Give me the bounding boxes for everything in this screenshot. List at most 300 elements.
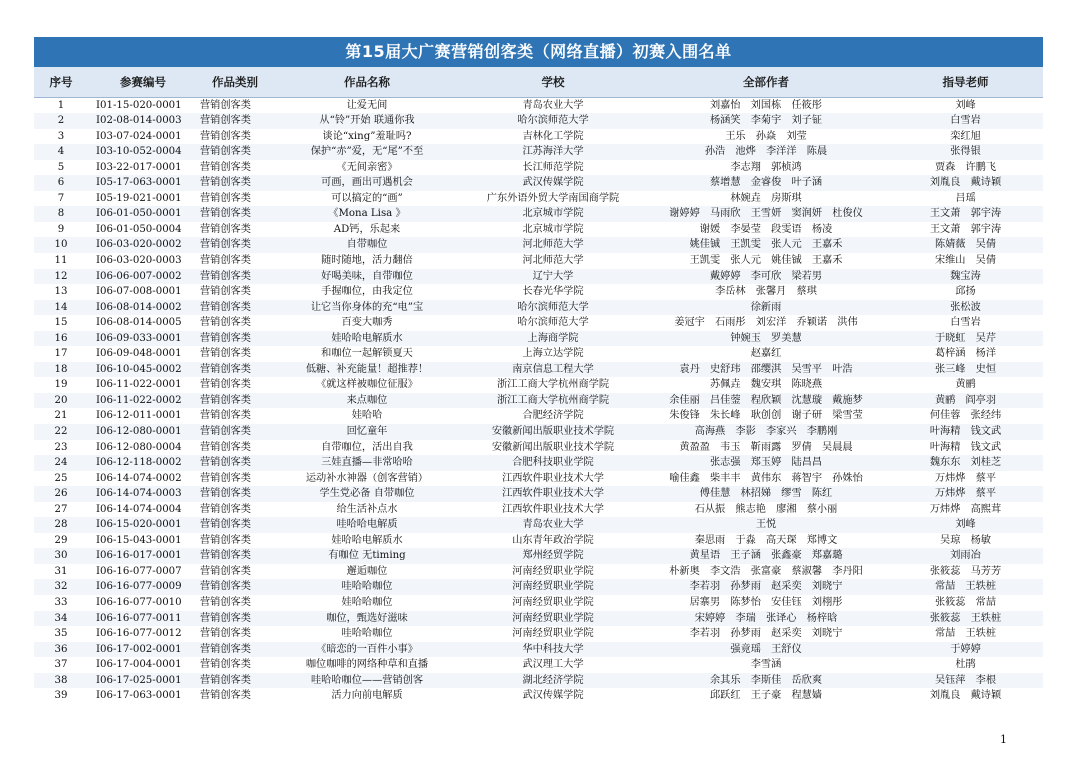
cell-index: 31: [54, 565, 68, 577]
cell-entry-code: I06-17-025-0001: [96, 674, 182, 686]
cell-entry-code: I06-11-022-0001: [96, 379, 182, 391]
cell-work-title: 运动补水神器（创客营销）: [305, 472, 429, 484]
cell-work-title: 哇哈哈咖位: [341, 581, 393, 593]
cell-school: 合肥经济学院: [522, 410, 584, 422]
cell-authors: 李雪涵: [750, 659, 782, 671]
cell-authors: 余佳丽 吕佳蓥 程欣颖 沈慧璇 戴施梦: [669, 394, 863, 406]
cell-authors: 钟婉玉 罗美慧: [730, 332, 802, 344]
cell-entry-code: I06-17-002-0001: [96, 643, 182, 655]
cell-advisors: 魏宝涛: [950, 270, 981, 282]
cell-authors: 徐新雨: [750, 301, 782, 313]
cell-entry-code: I06-07-008-0001: [96, 286, 182, 298]
cell-category: 营销创客类: [200, 394, 251, 406]
cell-entry-code: I05-17-063-0001: [96, 177, 182, 189]
cell-category: 营销创客类: [200, 130, 251, 142]
cell-index: 16: [54, 332, 68, 344]
cell-advisors: 刘胤良 戴诗颖: [929, 177, 1002, 189]
cell-work-title: 可画，画出可遇机会: [321, 177, 413, 189]
cell-index: 5: [57, 161, 65, 173]
cell-entry-code: I06-12-080-0001: [96, 425, 182, 437]
cell-authors: 李岳林 张馨月 蔡琪: [715, 286, 817, 298]
table-row: [34, 440, 1043, 456]
cell-index: 6: [57, 177, 65, 189]
cell-category: 营销创客类: [200, 441, 251, 453]
cell-school: 浙江工商大学杭州商学院: [496, 379, 610, 391]
cell-advisors: 吴琼 杨敏: [940, 534, 991, 546]
cell-work-title: 三娃直播—非常哈哈: [321, 457, 413, 469]
table-row: [34, 362, 1043, 378]
cell-category: 营销创客类: [200, 161, 251, 173]
cell-category: 营销创客类: [200, 674, 251, 686]
cell-authors: 朱俊锋 朱长峰 耿创创 谢子研 梁雪莹: [669, 410, 863, 422]
cell-advisors: 刘峰: [955, 519, 976, 531]
cell-school: 江西软件职业技术大学: [502, 472, 604, 484]
cell-index: 8: [57, 208, 65, 220]
cell-school: 湖北经济学院: [522, 674, 584, 686]
table-row: [34, 502, 1043, 518]
cell-school: 南京信息工程大学: [512, 363, 594, 375]
cell-entry-code: I06-15-043-0001: [96, 534, 182, 546]
cell-work-title: 让爱无间: [346, 99, 388, 111]
cell-category: 营销创客类: [200, 410, 251, 422]
cell-index: 34: [54, 612, 68, 624]
cell-authors: 赵嘉红: [750, 348, 782, 360]
table-row: [34, 331, 1043, 347]
cell-school: 安徽新闻出版职业技术学院: [491, 425, 615, 437]
cell-school: 浙江工商大学杭州商学院: [496, 394, 610, 406]
cell-index: 23: [54, 441, 68, 453]
cell-work-title: 给生活补点水: [336, 503, 398, 515]
table-row: [34, 408, 1043, 424]
table-row: [34, 237, 1043, 253]
cell-work-title: 随时随地，活力翻倍: [321, 254, 413, 266]
cell-work-title: 娃哈哈: [351, 410, 383, 422]
table-body: [34, 97, 1043, 704]
header-index: 序号: [34, 67, 88, 97]
cell-category: 营销创客类: [200, 115, 251, 127]
cell-index: 29: [54, 534, 68, 546]
cell-advisors: 邱扬: [955, 286, 976, 298]
cell-category: 营销创客类: [200, 597, 251, 608]
cell-authors: 傅佳慧 林招娣 缪雪 陈红: [699, 488, 833, 500]
cell-work-title: AD钙，乐起来: [333, 223, 401, 235]
cell-category: 营销创客类: [200, 317, 251, 329]
cell-work-title: 好喝美味，自带咖位: [321, 270, 413, 282]
cell-school: 河北师范大学: [522, 239, 584, 251]
cell-school: 郑州经贸学院: [522, 550, 584, 562]
cell-entry-code: I06-08-014-0005: [96, 317, 182, 329]
table-row: [34, 673, 1043, 689]
cell-entry-code: I06-16-077-0009: [96, 581, 182, 593]
cell-index: 19: [54, 379, 68, 391]
cell-advisors: 张筱蕊 常喆: [934, 597, 997, 608]
cell-advisors: 何佳蓉 张经纬: [929, 410, 1002, 422]
table-row: [34, 346, 1043, 362]
cell-school: 广东外语外贸大学南国商学院: [486, 192, 620, 204]
cell-authors: 刘嘉怡 刘国栋 任筱彤: [709, 99, 823, 111]
cell-category: 营销创客类: [200, 208, 251, 220]
cell-entry-code: I06-09-033-0001: [96, 332, 182, 344]
cell-category: 营销创客类: [200, 565, 251, 577]
cell-advisors: 叶海精 钱文武: [929, 441, 1002, 453]
cell-work-title: 回忆童年: [346, 425, 388, 437]
cell-advisors: 张筱蕊 马芳芳: [929, 565, 1002, 577]
cell-index: 4: [57, 146, 65, 158]
roster-table: [34, 67, 1043, 704]
cell-authors: 黄星语 王子涵 张鑫豪 郑嘉璐: [689, 550, 843, 562]
cell-authors: 邱跃红 王子豪 程慧嫱: [709, 690, 823, 702]
cell-entry-code: I05-19-021-0001: [96, 192, 182, 204]
cell-index: 10: [54, 239, 68, 251]
cell-advisors: 于婷婷: [950, 643, 981, 655]
cell-index: 18: [54, 363, 68, 375]
cell-school: 哈尔滨师范大学: [517, 301, 589, 313]
cell-school: 江苏海洋大学: [522, 146, 584, 158]
cell-authors: 宋婷婷 李瑞 张译心 杨梓晗: [694, 612, 838, 624]
header-entry-code: 参赛编号: [88, 67, 198, 97]
cell-school: 青岛农业大学: [522, 99, 584, 111]
cell-advisors: 常喆 王轶桩: [934, 628, 997, 640]
cell-category: 营销创客类: [200, 659, 251, 671]
cell-index: 26: [54, 488, 68, 500]
table-row: [34, 611, 1043, 627]
cell-school: 辽宁大学: [532, 270, 574, 282]
cell-authors: 李志翔 郭桢鸿: [730, 161, 802, 173]
table-row: [34, 175, 1043, 191]
cell-entry-code: I06-08-014-0002: [96, 301, 182, 313]
cell-category: 营销创客类: [200, 177, 251, 189]
table-row: [34, 424, 1043, 440]
cell-school: 河北师范大学: [522, 254, 584, 266]
cell-school: 河南经贸职业学院: [512, 597, 594, 608]
cell-advisors: 吕瑶: [955, 192, 976, 204]
cell-advisors: 张筱蕊 王轶桩: [929, 612, 1002, 624]
cell-school: 上海商学院: [527, 332, 579, 344]
cell-entry-code: I06-09-048-0001: [96, 348, 182, 360]
cell-work-title: 咖位咖啡的网络种草和直播: [305, 659, 429, 671]
cell-advisors: 王文萧 郭宇涛: [929, 208, 1002, 220]
cell-index: 3: [57, 130, 65, 142]
cell-advisors: 张得银: [950, 146, 981, 158]
table-row: [34, 579, 1043, 595]
cell-school: 华中科技大学: [522, 643, 584, 655]
table-row: [34, 688, 1043, 704]
table-row: [34, 595, 1043, 611]
cell-category: 营销创客类: [200, 192, 251, 204]
cell-authors: 林婉垚 房斯琪: [730, 192, 802, 204]
cell-authors: 李若羽 孙梦雨 赵采奕 刘晓宁: [689, 581, 843, 593]
cell-index: 15: [54, 317, 68, 329]
cell-index: 25: [54, 472, 68, 484]
cell-index: 13: [54, 286, 68, 298]
cell-authors: 姚佳铖 王凯雯 张人元 王嘉禾: [689, 239, 843, 251]
cell-category: 营销创客类: [200, 628, 251, 640]
cell-index: 36: [54, 643, 68, 655]
cell-school: 武汉传媒学院: [522, 177, 584, 189]
cell-work-title: 哇哈哈电解质: [336, 519, 398, 531]
cell-work-title: 娃哈哈电解质水: [331, 332, 403, 344]
cell-work-title: 活力向前电解质: [331, 690, 403, 702]
cell-category: 营销创客类: [200, 472, 251, 484]
cell-authors: 高海燕 李影 李家兴 李鹏刚: [694, 425, 838, 437]
cell-authors: 强竟瑶 王舒仪: [730, 643, 802, 655]
cell-index: 28: [54, 519, 68, 531]
cell-authors: 谢媛 李晏莹 段雯语 杨凌: [699, 223, 833, 235]
table-row: [34, 253, 1043, 269]
table-row: [34, 626, 1043, 642]
cell-advisors: 刘胤良 戴诗颖: [929, 690, 1002, 702]
cell-work-title: 《Mona Lisa 》: [328, 208, 406, 220]
cell-school: 安徽新闻出版职业技术学院: [491, 441, 615, 453]
cell-authors: 孙浩 池烨 李洋洋 陈晨: [704, 146, 828, 158]
cell-work-title: 从“铃”开始 联通你我: [319, 115, 415, 127]
cell-entry-code: I06-17-004-0001: [96, 659, 182, 671]
table-row: [34, 455, 1043, 471]
cell-work-title: 咖位，甄选好滋味: [326, 612, 408, 624]
cell-entry-code: I02-08-014-0003: [96, 115, 182, 127]
cell-authors: 居寨男 陈梦怡 安佳钰 刘栩彤: [689, 597, 843, 608]
cell-entry-code: I06-12-118-0002: [96, 457, 182, 469]
cell-category: 营销创客类: [200, 146, 251, 158]
cell-entry-code: I06-15-020-0001: [96, 519, 182, 531]
cell-work-title: 邂逅咖位: [346, 565, 388, 577]
cell-school: 河南经贸职业学院: [512, 581, 594, 593]
cell-entry-code: I06-11-022-0002: [96, 394, 182, 406]
cell-entry-code: I06-12-011-0001: [96, 410, 182, 422]
cell-entry-code: I06-06-007-0002: [96, 270, 182, 282]
cell-school: 合肥科技职业学院: [512, 457, 594, 469]
cell-category: 营销创客类: [200, 99, 251, 111]
table-row: [34, 517, 1043, 533]
cell-advisors: 刘雨冶: [950, 550, 981, 562]
cell-index: 9: [57, 223, 65, 235]
table-row: [34, 144, 1043, 160]
cell-school: 武汉传媒学院: [522, 690, 584, 702]
sheet-title: 第15届大广赛营销创客类（网络直播）初赛入围名单: [34, 37, 1043, 67]
cell-advisors: 叶海精 钱文武: [929, 425, 1002, 437]
cell-work-title: 低糖、补充能量！超推荐！: [305, 363, 429, 375]
table-row: [34, 269, 1043, 285]
cell-work-title: 自带咖位: [346, 239, 388, 251]
cell-advisors: 张松波: [950, 301, 981, 313]
cell-school: 哈尔滨师范大学: [517, 115, 589, 127]
table-row: [34, 377, 1043, 393]
cell-school: 河南经贸职业学院: [512, 612, 594, 624]
cell-school: 北京城市学院: [522, 208, 584, 220]
cell-school: 河南经贸职业学院: [512, 628, 594, 640]
cell-authors: 张志强 郑玉婷 陆昌昌: [709, 457, 823, 469]
cell-index: 27: [54, 503, 68, 515]
cell-advisors: 万炜烨 蔡平: [934, 488, 997, 500]
cell-advisors: 于晓虹 吴芹: [934, 332, 997, 344]
cell-index: 22: [54, 425, 68, 437]
cell-authors: 蔡增慧 金睿俊 叶子涵: [709, 177, 823, 189]
cell-work-title: 谈论“xing”羞耻吗?: [322, 130, 412, 142]
cell-school: 吉林化工学院: [522, 130, 584, 142]
table-row: [34, 393, 1043, 409]
cell-advisors: 葛梓涵 杨洋: [934, 348, 997, 360]
cell-authors: 袁丹 史舒玮 邵缨淇 吴雪平 叶浩: [679, 363, 853, 375]
cell-category: 营销创客类: [200, 425, 251, 437]
cell-work-title: 学生党必备 自带咖位: [319, 488, 415, 500]
cell-work-title: 可以搞定的“画”: [331, 192, 403, 204]
cell-advisors: 魏东东 刘桂芝: [929, 457, 1002, 469]
cell-authors: 李若羽 孙梦雨 赵采奕 刘晓宁: [689, 628, 843, 640]
cell-authors: 苏佩垚 魏安琪 陈晓燕: [709, 379, 823, 391]
table-row: [34, 206, 1043, 222]
table-row: [34, 222, 1043, 238]
table-row: [34, 642, 1043, 658]
cell-advisors: 常喆 王轶桩: [934, 581, 997, 593]
cell-school: 山东青年政治学院: [512, 534, 594, 546]
cell-authors: 戴婷婷 李可欣 梁若男: [709, 270, 823, 282]
header-advisors: 指导老师: [888, 67, 1043, 97]
cell-category: 营销创客类: [200, 550, 251, 562]
table-row: [34, 160, 1043, 176]
cell-authors: 杨涵笑 李菊宇 刘子钲: [709, 115, 823, 127]
cell-advisors: 杜鹃: [955, 659, 976, 671]
cell-advisors: 贾森 许鹏飞: [934, 161, 997, 173]
roster-sheet: [34, 37, 1043, 704]
cell-category: 营销创客类: [200, 488, 251, 500]
cell-work-title: 让它当你身体的充“电”宝: [310, 301, 424, 313]
cell-work-title: 娃哈哈咖位: [341, 597, 393, 608]
cell-work-title: 《无间亲密》: [336, 161, 398, 173]
cell-entry-code: I06-16-077-0010: [96, 597, 182, 608]
cell-school: 北京城市学院: [522, 223, 584, 235]
cell-work-title: 自带咖位，活出自我: [321, 441, 413, 453]
cell-category: 营销创客类: [200, 363, 251, 375]
cell-advisors: 万炜烨 高熙茸: [929, 503, 1002, 515]
table-row: [34, 657, 1043, 673]
cell-school: 江西软件职业技术大学: [502, 488, 604, 500]
cell-school: 上海立达学院: [522, 348, 584, 360]
table-row: [34, 113, 1043, 129]
cell-category: 营销创客类: [200, 270, 251, 282]
cell-entry-code: I03-22-017-0001: [96, 161, 182, 173]
cell-index: 33: [54, 597, 68, 608]
cell-advisors: 王文萧 郭宇涛: [929, 223, 1002, 235]
cell-category: 营销创客类: [200, 612, 251, 624]
page-number: 1: [1000, 733, 1007, 746]
cell-category: 营销创客类: [200, 457, 251, 469]
cell-category: 营销创客类: [200, 534, 251, 546]
cell-school: 长江师范学院: [522, 161, 584, 173]
cell-category: 营销创客类: [200, 581, 251, 593]
cell-advisors: 宋维山 吴倩: [934, 254, 997, 266]
table-row: [34, 315, 1043, 331]
cell-category: 营销创客类: [200, 519, 251, 531]
cell-entry-code: I06-12-080-0004: [96, 441, 182, 453]
cell-entry-code: I06-14-074-0003: [96, 488, 182, 500]
cell-category: 营销创客类: [200, 254, 251, 266]
cell-entry-code: I01-15-020-0001: [96, 99, 182, 111]
cell-index: 11: [54, 254, 68, 266]
cell-work-title: 和咖位一起解锁夏天: [321, 348, 413, 360]
cell-index: 35: [54, 628, 68, 640]
cell-category: 营销创客类: [200, 286, 251, 298]
cell-index: 39: [54, 690, 68, 702]
cell-index: 1: [57, 99, 65, 111]
cell-work-title: 来点咖位: [346, 394, 388, 406]
cell-school: 河南经贸职业学院: [512, 565, 594, 577]
cell-work-title: 哇哈哈咖位——营销创客: [310, 674, 424, 686]
table-row: [34, 548, 1043, 564]
cell-advisors: 黄鹂 阎亭羽: [934, 394, 997, 406]
cell-index: 24: [54, 457, 68, 469]
cell-index: 32: [54, 581, 68, 593]
cell-index: 37: [54, 659, 68, 671]
cell-index: 21: [54, 410, 68, 422]
cell-authors: 谢婷婷 马雨欣 王雪妍 窦润妍 杜俊仪: [669, 208, 863, 220]
cell-index: 7: [57, 192, 65, 204]
cell-authors: 王凯雯 张人元 姚佳铖 王嘉禾: [689, 254, 843, 266]
cell-advisors: 吴钰萍 李根: [934, 674, 997, 686]
cell-category: 营销创客类: [200, 503, 251, 515]
cell-entry-code: I06-16-077-0012: [96, 628, 182, 640]
cell-entry-code: I06-01-050-0004: [96, 223, 182, 235]
cell-category: 营销创客类: [200, 332, 251, 344]
cell-school: 哈尔滨师范大学: [517, 317, 589, 329]
cell-work-title: 手握咖位，由我定位: [321, 286, 413, 298]
cell-category: 营销创客类: [200, 301, 251, 313]
cell-authors: 王悦: [755, 519, 777, 531]
table-row: [34, 471, 1043, 487]
cell-school: 武汉理工大学: [522, 659, 584, 671]
header-school: 学校: [462, 67, 644, 97]
cell-school: 江西软件职业技术大学: [502, 503, 604, 515]
cell-advisors: 白雪岩: [950, 115, 981, 127]
cell-authors: 姜冠宇 石雨彤 刘宏洋 乔颖诺 洪伟: [674, 317, 858, 329]
cell-work-title: 《就这样被咖位征服》: [316, 379, 418, 391]
cell-authors: 石从振 熊志艳 廖湘 蔡小丽: [694, 503, 838, 515]
table-row: [34, 300, 1043, 316]
cell-authors: 喻佳鑫 柴丰丰 黄伟东 蒋智宇 孙姝怡: [669, 472, 863, 484]
cell-entry-code: I03-10-052-0004: [96, 146, 182, 158]
cell-entry-code: I06-10-045-0002: [96, 363, 182, 375]
header-category: 作品类别: [198, 67, 272, 97]
header-authors: 全部作者: [644, 67, 888, 97]
cell-authors: 朴新奥 李文浩 张富豪 蔡淑馨 李丹阳: [669, 565, 863, 577]
cell-category: 营销创客类: [200, 690, 251, 702]
cell-index: 12: [54, 270, 68, 282]
cell-advisors: 栾红旭: [950, 130, 981, 142]
cell-authors: 黄盈盈 韦玉 靳雨露 罗倩 吴晨晨: [679, 441, 853, 453]
cell-entry-code: I06-01-050-0001: [96, 208, 182, 220]
cell-advisors: 白雪岩: [950, 317, 981, 329]
cell-entry-code: I06-03-020-0003: [96, 254, 182, 266]
cell-authors: 秦思雨 于淼 高天琛 郑博文: [694, 534, 838, 546]
cell-work-title: 哇哈哈咖位: [341, 628, 393, 640]
cell-entry-code: I06-16-077-0007: [96, 565, 182, 577]
table-row: [34, 284, 1043, 300]
cell-category: 营销创客类: [200, 379, 251, 391]
cell-entry-code: I06-14-074-0004: [96, 503, 182, 515]
cell-advisors: 刘峰: [955, 99, 976, 111]
header-row: [34, 67, 1043, 97]
cell-work-title: 百变大咖秀: [341, 317, 393, 329]
cell-entry-code: I06-17-063-0001: [96, 690, 182, 702]
cell-category: 营销创客类: [200, 223, 251, 235]
cell-entry-code: I06-16-017-0001: [96, 550, 182, 562]
cell-school: 青岛农业大学: [522, 519, 584, 531]
cell-advisors: 陈婧薇 吴倩: [934, 239, 997, 251]
cell-school: 长春光华学院: [522, 286, 584, 298]
cell-work-title: 有咖位 无timing: [328, 550, 406, 562]
cell-advisors: 万炜烨 蔡平: [934, 472, 997, 484]
cell-index: 30: [54, 550, 68, 562]
cell-category: 营销创客类: [200, 643, 251, 655]
